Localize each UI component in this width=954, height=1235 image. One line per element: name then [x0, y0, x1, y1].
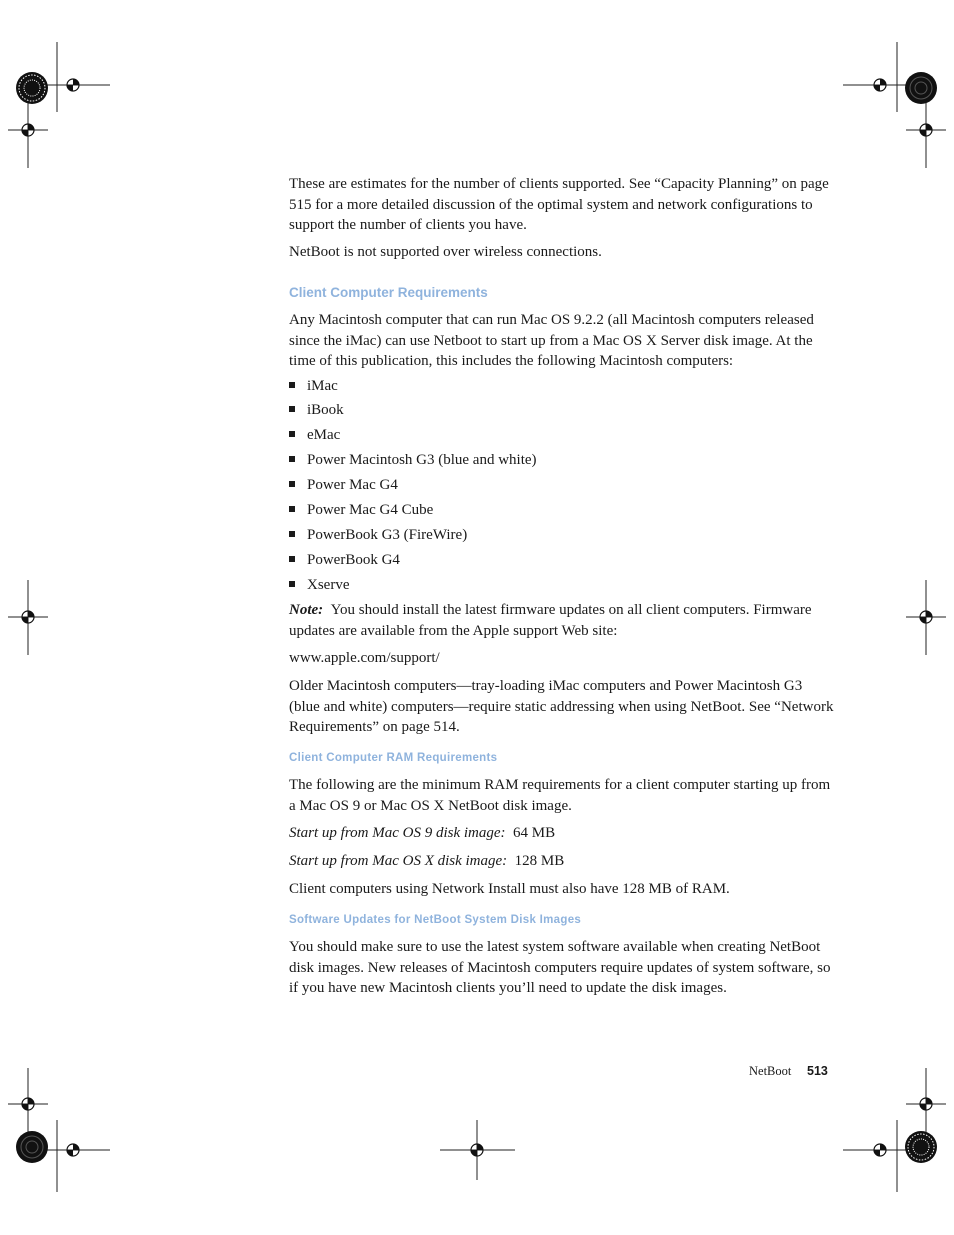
network-install-ram: Client computers using Network Install must also have 128 MB of RAM. [289, 881, 730, 897]
footer-chapter: NetBoot [749, 1064, 792, 1078]
ram-os9-label: Start up from Mac OS 9 disk image: [289, 825, 506, 841]
ram-osx-value: 128 MB [514, 853, 565, 869]
software-updates-paragraph: You should make sure to use the latest system software available when creating NetBoot disk images. New releases of Macintosh computers require updates of system software, so if you have new Macintosh clients you’ll need to update the disk images. [289, 939, 831, 996]
bullet-icon [289, 556, 295, 562]
list-item: eMac [289, 425, 340, 445]
list-item: PowerBook G4 [289, 550, 400, 570]
page-number: 513 [807, 1064, 828, 1078]
bullet-icon [289, 456, 295, 462]
note-text: You should install the latest firmware updates on all client computers. Firmware updates are available from the Apple support Web site: [289, 602, 812, 639]
bullet-icon [289, 481, 295, 487]
bullet-icon [289, 581, 295, 587]
list-item: Power Macintosh G3 (blue and white) [289, 450, 537, 470]
intro-paragraph: These are estimates for the number of clients supported. See “Capacity Planning” on page 515 for a more detailed discussion of the optimal system and network configurations to support the number of clients you have. [289, 176, 829, 233]
list-item: Power Mac G4 [289, 475, 398, 495]
bullet-icon [289, 382, 295, 388]
list-item: PowerBook G3 (FireWire) [289, 525, 467, 545]
support-url: www.apple.com/support/ [289, 650, 440, 666]
list-item: Xserve [289, 575, 349, 595]
heading-client-requirements: Client Computer Requirements [289, 285, 488, 300]
ram-osx-row [289, 851, 834, 872]
ram-os9-row [289, 823, 834, 844]
firmware-note [289, 600, 834, 641]
ram-paragraph: The following are the minimum RAM requirements for a client computer starting up from a Mac OS 9 or Mac OS X NetBoot disk image. [289, 777, 831, 814]
ram-os9-value: 64 MB [513, 825, 556, 841]
bullet-icon [289, 531, 295, 537]
ram-osx-label: Start up from Mac OS X disk image: [289, 853, 508, 869]
list-item: Power Mac G4 Cube [289, 500, 433, 520]
heading-software-updates: Software Updates for NetBoot System Disk Images [289, 914, 582, 926]
heading-ram-requirements: Client Computer RAM Requirements [289, 752, 498, 764]
bullet-icon [289, 431, 295, 437]
wireless-note: NetBoot is not supported over wireless connections. [289, 244, 602, 260]
bullet-icon [289, 406, 295, 412]
client-requirements-paragraph: Any Macintosh computer that can run Mac OS 9.2.2 (all Macintosh computers released since the iMac) can use Netboot to start up from a Mac OS X Server disk image. At the time of this publication, this includes the following Macintosh computers: [289, 312, 814, 369]
list-item: iMac [289, 376, 338, 396]
note-label: Note: [289, 602, 324, 618]
bullet-icon [289, 506, 295, 512]
list-item: iBook [289, 400, 344, 420]
static-addressing-paragraph: Older Macintosh computers—tray-loading iMac computers and Power Macintosh G3 (blue and white) computers—require static addressing when using NetBoot. See “Network Requirements” on page 514. [289, 678, 834, 735]
